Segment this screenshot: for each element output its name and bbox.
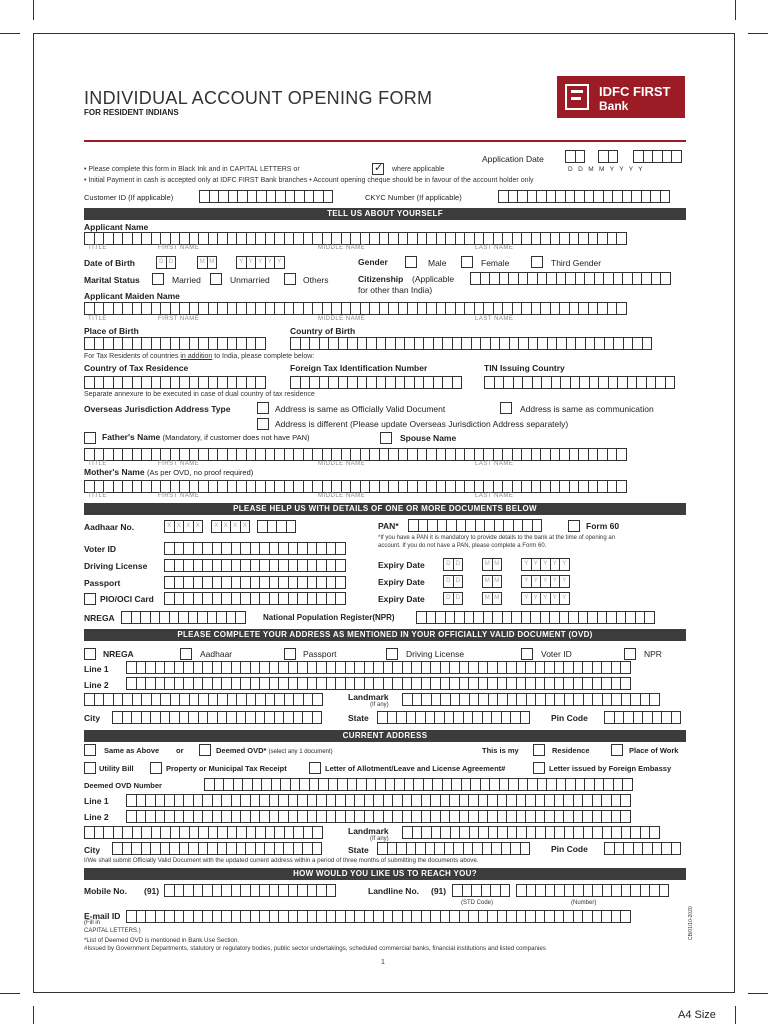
overseas-different-checkbox[interactable]: [257, 418, 269, 430]
pio-expiry-dd[interactable]: D D: [443, 592, 462, 605]
addr-line1-field[interactable]: [126, 661, 630, 674]
addr-landmark-hint: (If any): [370, 702, 389, 708]
country-of-birth-label: Country of Birth: [290, 326, 356, 336]
cur-line1-field[interactable]: [126, 794, 630, 807]
marital-status-label: Marital Status: [84, 275, 140, 285]
application-date-mm[interactable]: [598, 150, 617, 163]
application-date-label: Application Date: [482, 154, 544, 164]
gender-female-checkbox[interactable]: [461, 256, 473, 268]
utility-bill-label: Utility Bill: [99, 764, 134, 773]
name-hint-first: FIRST NAME: [158, 245, 200, 251]
declaration-note: I/We shall submit Officially Valid Document with the updated current address within a period of three months of submitting the documents above.: [84, 857, 479, 864]
name-hint-first: FIRST NAME: [158, 493, 200, 499]
crop-mark: [0, 33, 20, 34]
place-of-work-label: Place of Work: [629, 746, 679, 755]
gender-male-checkbox[interactable]: [405, 256, 417, 268]
driving-expiry-mm[interactable]: M M: [482, 558, 501, 571]
cur-city-label: City: [84, 845, 101, 855]
cur-line3-field[interactable]: [84, 826, 322, 839]
passport-expiry-mm[interactable]: M M: [482, 575, 501, 588]
others-label: Others: [303, 275, 329, 285]
foreign-tin-field[interactable]: [290, 376, 461, 389]
residence-checkbox[interactable]: [533, 744, 545, 756]
addr-city-label: City: [84, 713, 101, 723]
overseas-ovd-checkbox[interactable]: [257, 402, 269, 414]
driving-license-field[interactable]: [164, 559, 345, 572]
mobile-field[interactable]: [164, 884, 335, 897]
npr-field[interactable]: [416, 611, 654, 624]
name-hint-first: FIRST NAME: [158, 461, 200, 467]
addr-npr-label: NPR: [644, 649, 662, 659]
crop-mark: [0, 993, 20, 994]
name-hint-last: LAST NAME: [475, 245, 514, 251]
addr-line3-field[interactable]: [84, 693, 322, 706]
crop-mark: [33, 0, 34, 20]
addr-city-field[interactable]: [112, 711, 321, 724]
passport-field[interactable]: [164, 576, 345, 589]
driving-expiry-dd[interactable]: D D: [443, 558, 462, 571]
gender-female-label: Female: [481, 258, 510, 268]
spouse-name-checkbox[interactable]: [380, 432, 392, 444]
overseas-comm-label: Address is same as communication: [520, 404, 654, 414]
instruction-line-2: • Initial Payment in cash is accepted only at IDFC FIRST Bank branches • Account opening cheque should be in favour of the account holder only: [84, 177, 534, 184]
logo-mark-icon: [571, 90, 583, 93]
page-number: 1: [381, 959, 385, 966]
number-hint: (Number): [571, 900, 597, 906]
addr-nrega-checkbox[interactable]: [84, 648, 96, 660]
addr-pin-label: Pin Code: [551, 713, 588, 723]
name-hint-title: TITLE: [88, 493, 107, 499]
addr-line2-label: Line 2: [84, 680, 109, 690]
ckyc-label: CKYC Number (If applicable): [365, 193, 462, 202]
section-reach: HOW WOULD YOU LIKE US TO REACH YOU?: [84, 868, 686, 880]
cur-line2-field[interactable]: [126, 810, 630, 823]
passport-expiry-yyyy[interactable]: Y Y Y Y Y: [521, 575, 569, 588]
paper-size-label: A4 Size: [678, 1009, 716, 1021]
tick-example-icon: ✓: [374, 162, 384, 174]
mother-name-label: Mother's Name (As per OVD, no proof required): [84, 467, 254, 477]
header-divider: [84, 140, 686, 142]
addr-state-field[interactable]: [377, 711, 529, 724]
unmarried-label: Unmarried: [230, 275, 270, 285]
pio-oci-checkbox[interactable]: [84, 593, 96, 605]
cur-pin-label: Pin Code: [551, 844, 588, 854]
customer-id-field[interactable]: [199, 190, 332, 203]
cur-landmark-label: Landmark: [348, 826, 389, 836]
gender-male-label: Male: [428, 258, 447, 268]
father-spouse-name-field[interactable]: [84, 448, 626, 461]
pan-note: account. If you do not have a PAN, please complete a Form 60.: [378, 543, 547, 549]
addr-landmark-label: Landmark: [348, 692, 389, 702]
addr-voter-label: Voter ID: [541, 649, 572, 659]
landline-number-field[interactable]: [516, 884, 668, 897]
or-label: or: [176, 746, 184, 755]
place-of-birth-field[interactable]: [84, 337, 265, 350]
addr-pin-field[interactable]: [604, 711, 680, 724]
email-field[interactable]: [126, 910, 630, 923]
dob-yyyy[interactable]: Y Y Y Y Y: [236, 256, 284, 269]
married-label: Married: [172, 275, 201, 285]
addr-line1-label: Line 1: [84, 664, 109, 674]
deemed-ovd-label: Deemed OVD* (select any 1 document): [216, 746, 333, 755]
addr-voter-checkbox[interactable]: [521, 648, 533, 660]
date-format-hint: D D M M Y Y Y Y: [568, 166, 645, 173]
name-hint-title: TITLE: [88, 245, 107, 251]
dob-label: Date of Birth: [84, 258, 135, 268]
gender-third-label: Third Gender: [551, 258, 602, 268]
addr-state-label: State: [348, 713, 369, 723]
deemed-number-label: Deemed OVD Number: [84, 781, 162, 790]
aadhaar-field[interactable]: X X X X: [211, 520, 249, 533]
foreign-tin-label: Foreign Tax Identification Number: [290, 363, 428, 373]
maiden-name-field[interactable]: [84, 302, 626, 315]
name-hint-last: LAST NAME: [475, 493, 514, 499]
overseas-comm-checkbox[interactable]: [500, 402, 512, 414]
name-hint-middle: MIDDLE NAME: [318, 245, 366, 251]
cur-landmark-hint: (If any): [370, 836, 389, 842]
std-hint: (STD Code): [461, 900, 494, 906]
residence-label: Residence: [552, 746, 590, 755]
allotment-checkbox[interactable]: [309, 762, 321, 774]
ckyc-field[interactable]: [498, 190, 669, 203]
aadhaar-label: Aadhaar No.: [84, 522, 135, 532]
pan-note: *If you have a PAN it is mandatory to provide details to the bank at the time of opening an: [378, 535, 616, 541]
expiry-date-label: Expiry Date: [378, 594, 425, 604]
addr-passport-checkbox[interactable]: [284, 648, 296, 660]
form-code: CB/01/10-2020: [688, 906, 694, 940]
mobile-label: Mobile No.: [84, 886, 127, 896]
driving-expiry-yyyy[interactable]: Y Y Y Y Y: [521, 558, 569, 571]
name-hint-first: FIRST NAME: [158, 316, 200, 322]
aadhaar-field[interactable]: [257, 520, 295, 533]
email-hint: CAPITAL LETTERS.): [84, 928, 141, 934]
citizenship-label: Citizenship: [358, 274, 404, 284]
father-name-checkbox[interactable]: [84, 432, 96, 444]
cur-city-field[interactable]: [112, 842, 321, 855]
footnote-deemed: *List of Deemed OVD is mentioned in Bank Use Section.: [84, 937, 240, 944]
landline-std-field[interactable]: [452, 884, 509, 897]
place-of-birth-label: Place of Birth: [84, 326, 139, 336]
pio-oci-field[interactable]: [164, 592, 345, 605]
section-documents: PLEASE HELP US WITH DETAILS OF ONE OR MORE DOCUMENTS BELOW: [84, 503, 686, 515]
passport-expiry-dd[interactable]: D D: [443, 575, 462, 588]
property-tax-label: Property or Municipal Tax Receipt: [166, 764, 287, 773]
instruction-line-1b: where applicable: [392, 166, 445, 173]
driving-license-label: Driving License: [84, 561, 148, 571]
addr-aadhaar-checkbox[interactable]: [180, 648, 192, 660]
page-subtitle: FOR RESIDENT INDIANS: [84, 108, 179, 117]
passport-label: Passport: [84, 578, 121, 588]
spouse-name-label: Spouse Name: [400, 433, 457, 443]
embassy-checkbox[interactable]: [533, 762, 545, 774]
pio-expiry-mm[interactable]: M M: [482, 592, 501, 605]
same-as-above-checkbox[interactable]: [84, 744, 96, 756]
brand-logo: [557, 76, 685, 118]
deemed-ovd-checkbox[interactable]: [199, 744, 211, 756]
addr-aadhaar-label: Aadhaar: [200, 649, 233, 659]
application-date-dd[interactable]: [565, 150, 584, 163]
citizenship-note: for other than India): [358, 285, 433, 295]
country-of-birth-field[interactable]: [290, 337, 651, 350]
pan-label: PAN*: [378, 521, 399, 531]
logo-mark-icon: [571, 97, 581, 100]
addr-landmark-field[interactable]: [402, 693, 659, 706]
section-about: TELL US ABOUT YOURSELF: [84, 208, 686, 220]
addr-nrega-label: NREGA: [103, 649, 134, 659]
pio-oci-label: PIO/OCI Card: [100, 594, 154, 604]
deemed-number-field[interactable]: [204, 778, 632, 791]
property-tax-checkbox[interactable]: [150, 762, 162, 774]
others-checkbox[interactable]: [284, 273, 296, 285]
cur-landmark-field[interactable]: [402, 826, 659, 839]
gender-label: Gender: [358, 257, 388, 267]
crop-mark: [735, 0, 736, 20]
customer-id-label: Customer ID (If applicable): [84, 193, 174, 202]
section-current-address: CURRENT ADDRESS: [84, 730, 686, 742]
voter-id-label: Voter ID: [84, 544, 116, 554]
nrega-field[interactable]: [121, 611, 245, 624]
email-hint: (Fill in: [84, 920, 100, 926]
overseas-different-label: Address is different (Please update Overseas Jurisdiction Address separately): [275, 419, 569, 429]
instruction-line-1: • Please complete this form in Black Ink and in CAPITAL LETTERS or: [84, 166, 300, 173]
dob-mm[interactable]: M M: [197, 256, 216, 269]
name-hint-last: LAST NAME: [475, 461, 514, 467]
utility-bill-checkbox[interactable]: [84, 762, 96, 774]
name-hint-middle: MIDDLE NAME: [318, 461, 366, 467]
crop-mark: [748, 993, 768, 994]
pan-field[interactable]: [408, 519, 541, 532]
citizenship-note: (Applicable: [412, 274, 455, 284]
cur-line1-label: Line 1: [84, 796, 109, 806]
aadhaar-field[interactable]: X X X X: [164, 520, 202, 533]
name-hint-title: TITLE: [88, 461, 107, 467]
addr-npr-checkbox[interactable]: [624, 648, 636, 660]
pio-expiry-yyyy[interactable]: Y Y Y Y Y: [521, 592, 569, 605]
cur-pin-field[interactable]: [604, 842, 680, 855]
landline-code: (91): [431, 886, 447, 896]
email-label: E-mail ID: [84, 911, 121, 921]
place-of-work-checkbox[interactable]: [611, 744, 623, 756]
annexure-note: Separate annexure to be executed in case of dual country of tax residence: [84, 391, 315, 398]
tax-note: For Tax Residents of countries in addition to India, please complete below:: [84, 353, 315, 360]
mother-name-field[interactable]: [84, 480, 626, 493]
logo-text: IDFC FIRST: [599, 84, 671, 99]
dob-dd[interactable]: D D: [156, 256, 175, 269]
name-hint-middle: MIDDLE NAME: [318, 316, 366, 322]
section-address: PLEASE COMPLETE YOUR ADDRESS AS MENTIONED IN YOUR OFFICIALLY VALID DOCUMENT (OVD): [84, 629, 686, 641]
unmarried-checkbox[interactable]: [210, 273, 222, 285]
allotment-label: Letter of Allotment/Leave and License Agreement#: [325, 764, 506, 773]
tin-country-field[interactable]: [484, 376, 674, 389]
embassy-label: Letter issued by Foreign Embassy: [549, 764, 672, 773]
tin-country-label: TIN Issuing Country: [484, 363, 565, 373]
name-hint-middle: MIDDLE NAME: [318, 493, 366, 499]
gender-third-checkbox[interactable]: [531, 256, 543, 268]
citizenship-field[interactable]: [470, 272, 670, 285]
country-tax-field[interactable]: [84, 376, 265, 389]
addr-line2-field[interactable]: [126, 677, 630, 690]
cur-line2-label: Line 2: [84, 812, 109, 822]
mobile-code: (91): [144, 886, 160, 896]
married-checkbox[interactable]: [152, 273, 164, 285]
cur-state-label: State: [348, 845, 369, 855]
father-name-label: Father's Name (Mandatory, if customer does not have PAN): [102, 432, 310, 442]
footnote-issued: #Issued by Government Departments, statutory or regulatory bodies, public sector undertakings, scheduled commercial banks, financial institutions and listed companies: [84, 945, 546, 952]
expiry-date-label: Expiry Date: [378, 560, 425, 570]
this-is-my-label: This is my: [482, 746, 519, 755]
crop-mark: [33, 1006, 34, 1024]
crop-mark: [748, 33, 768, 34]
logo-text: Bank: [599, 99, 629, 113]
application-date-yyyy[interactable]: [633, 150, 681, 163]
nrega-label: NREGA: [84, 613, 115, 623]
applicant-name-label: Applicant Name: [84, 222, 149, 232]
addr-driving-checkbox[interactable]: [386, 648, 398, 660]
form60-label: Form 60: [586, 521, 620, 531]
form60-checkbox[interactable]: [568, 520, 580, 532]
addr-driving-label: Driving License: [406, 649, 465, 659]
name-hint-title: TITLE: [88, 316, 107, 322]
page-title: INDIVIDUAL ACCOUNT OPENING FORM: [84, 88, 433, 108]
maiden-name-label: Applicant Maiden Name: [84, 291, 180, 301]
cur-state-field[interactable]: [377, 842, 529, 855]
crop-mark: [735, 1006, 736, 1024]
applicant-name-field[interactable]: [84, 232, 626, 245]
country-tax-label: Country of Tax Residence: [84, 363, 189, 373]
overseas-ovd-label: Address is same as Officially Valid Document: [275, 404, 446, 414]
same-as-above-label: Same as Above: [104, 746, 160, 755]
npr-label: National Population Register(NPR): [263, 613, 395, 622]
landline-label: Landline No.: [368, 886, 419, 896]
overseas-address-label: Overseas Jurisdiction Address Type: [84, 404, 231, 414]
voter-id-field[interactable]: [164, 542, 345, 555]
name-hint-last: LAST NAME: [475, 316, 514, 322]
expiry-date-label: Expiry Date: [378, 577, 425, 587]
addr-passport-label: Passport: [303, 649, 337, 659]
